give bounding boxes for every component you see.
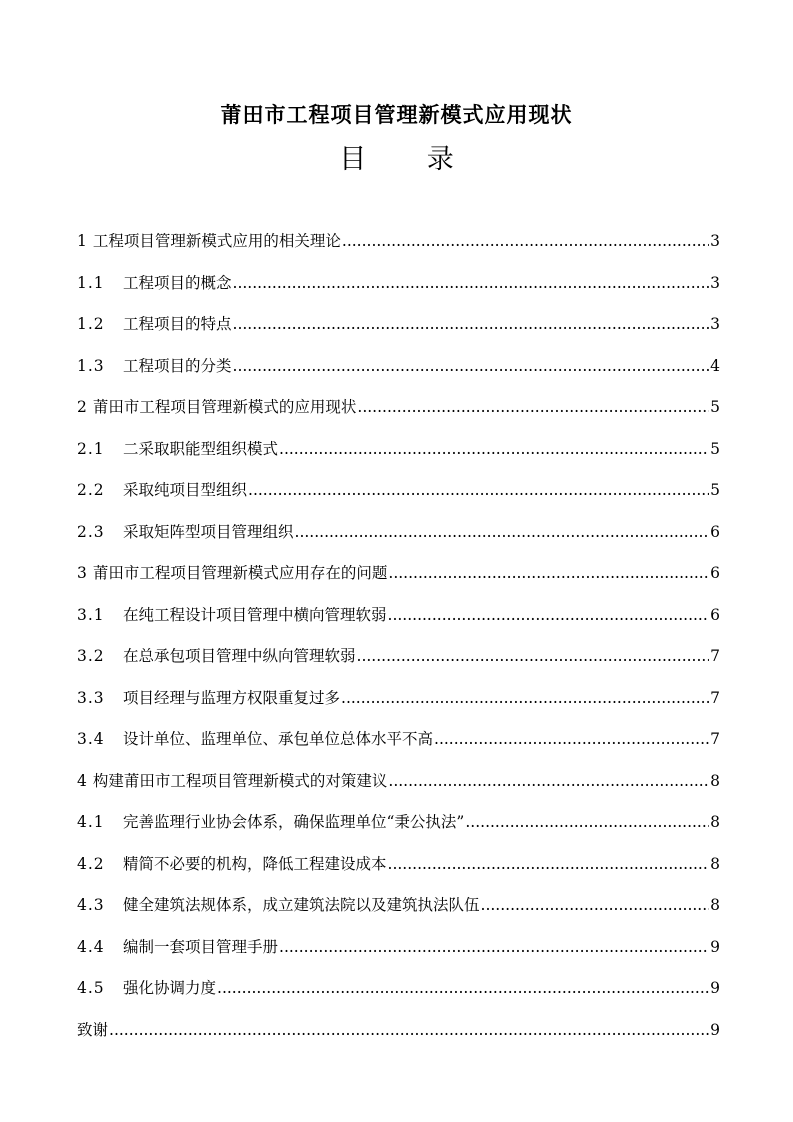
toc-entry-number: 1 [77, 232, 87, 250]
toc-entry-title: 采取矩阵型项目管理组织 [123, 522, 294, 541]
toc-entry-title: 采取纯项目型组织 [123, 481, 248, 499]
toc-entry-title: 在总承包项目管理中纵向管理软弱 [123, 647, 356, 665]
toc-heading: 目 录 [339, 144, 480, 175]
toc-entry-number: 4.3 [77, 896, 105, 914]
toc-entry-page-number: 8 [710, 813, 720, 831]
toc-entry-page-number: 9 [710, 937, 720, 956]
toc-dot-leader [465, 807, 709, 837]
toc-entry-page-number: 8 [710, 896, 720, 914]
table-of-contents [77, 226, 720, 1056]
toc-entry-number: 3.1 [77, 605, 105, 624]
toc-entry[interactable] [77, 392, 720, 434]
toc-entry-title: 二采取职能型组织模式 [123, 439, 279, 458]
toc-entry-number: 4.4 [77, 937, 105, 956]
toc-entry[interactable] [77, 600, 720, 642]
toc-entry-number: 4.2 [77, 854, 105, 873]
toc-entry-page-number: 8 [710, 854, 720, 873]
toc-entry[interactable] [77, 807, 720, 849]
toc-entry-title: 构建莆田市工程项目管理新模式的对策建议 [92, 771, 388, 790]
toc-entry[interactable] [77, 226, 720, 268]
toc-dot-leader [248, 475, 709, 505]
toc-entry-number: 4 [77, 771, 87, 790]
toc-entry-page-number: 6 [710, 522, 720, 541]
toc-dot-leader [481, 890, 710, 920]
toc-entry-title: 在纯工程设计项目管理中横向管理软弱 [123, 605, 387, 624]
toc-entry[interactable] [77, 558, 720, 600]
toc-entry-page-number: 3 [710, 232, 720, 250]
toc-entry-number: 4.1 [77, 813, 105, 831]
toc-entry-page-number: 3 [710, 273, 720, 292]
toc-dot-leader [388, 766, 709, 796]
toc-dot-leader [341, 683, 709, 713]
toc-entry-number: 2.2 [77, 481, 105, 499]
toc-entry[interactable] [77, 890, 720, 932]
toc-dot-leader [342, 226, 709, 256]
toc-entry-number: 1.2 [77, 315, 105, 333]
toc-dot-leader [279, 434, 709, 464]
toc-entry-title: 强化协调力度 [123, 979, 217, 997]
toc-entry[interactable] [77, 517, 720, 559]
toc-entry-title: 莆田市工程项目管理新模式应用存在的问题 [92, 564, 388, 582]
toc-entry-page-number: 7 [710, 730, 720, 748]
toc-entry[interactable] [77, 641, 720, 683]
toc-entry-page-number: 4 [710, 356, 720, 375]
toc-entry-title: 工程项目的特点 [123, 315, 232, 333]
toc-entry-page-number: 5 [710, 398, 720, 416]
toc-dot-leader [233, 309, 710, 339]
toc-entry-number: 3.2 [77, 647, 105, 665]
toc-entry-page-number: 6 [710, 605, 720, 624]
toc-entry[interactable] [77, 268, 720, 310]
toc-entry-title: 完善监理行业协会体系，确保监理单位“秉公执法” [123, 813, 465, 831]
toc-entry[interactable] [77, 309, 720, 351]
toc-dot-leader [388, 600, 710, 630]
toc-entry-page-number: 8 [710, 771, 720, 790]
toc-entry-page-number: 9 [710, 1020, 720, 1039]
toc-entry-title: 莆田市工程项目管理新模式的应用现状 [92, 398, 357, 416]
toc-entry[interactable] [77, 724, 720, 766]
toc-entry-title: 工程项目的概念 [123, 273, 232, 292]
toc-dot-leader [357, 641, 710, 671]
toc-entry-number: 4.5 [77, 979, 105, 997]
toc-dot-leader [357, 392, 709, 422]
toc-entry[interactable] [77, 1015, 720, 1057]
toc-entry-page-number: 3 [710, 315, 720, 333]
toc-entry[interactable] [77, 849, 720, 891]
toc-entry-number: 1.1 [77, 273, 105, 292]
toc-dot-leader [233, 351, 710, 381]
toc-entry[interactable] [77, 434, 720, 476]
toc-entry-page-number: 9 [710, 979, 720, 997]
toc-entry-title: 设计单位、监理单位、承包单位总体水平不高 [123, 730, 434, 748]
toc-entry-title: 工程项目管理新模式应用的相关理论 [92, 232, 341, 250]
toc-entry-number: 3.3 [77, 688, 105, 707]
toc-entry[interactable] [77, 973, 720, 1015]
toc-entry[interactable] [77, 932, 720, 974]
toc-entry-number: 2.3 [77, 522, 105, 541]
toc-dot-leader [434, 724, 709, 754]
toc-entry[interactable] [77, 351, 720, 393]
toc-dot-leader [217, 973, 709, 1003]
document-title: 莆田市工程项目管理新模式应用现状 [220, 102, 573, 127]
toc-dot-leader [233, 268, 710, 298]
toc-dot-leader [109, 1015, 709, 1045]
toc-entry[interactable] [77, 683, 720, 725]
toc-entry-title: 工程项目的分类 [123, 356, 232, 375]
toc-entry-title: 项目经理与监理方权限重复过多 [123, 688, 341, 707]
toc-dot-leader [388, 849, 710, 879]
toc-dot-leader [279, 932, 709, 962]
toc-entry-title: 健全建筑法规体系，成立建筑法院以及建筑执法队伍 [123, 896, 480, 914]
toc-entry-number: 2.1 [77, 439, 105, 458]
toc-entry-number: 2 [77, 398, 87, 416]
toc-entry-page-number: 5 [710, 481, 720, 499]
toc-entry-title: 精简不必要的机构，降低工程建设成本 [123, 854, 387, 873]
toc-entry-number: 3.4 [77, 730, 105, 748]
toc-entry[interactable] [77, 475, 720, 517]
toc-entry[interactable] [77, 766, 720, 808]
toc-entry-page-number: 5 [710, 439, 720, 458]
toc-entry-number: 3 [77, 564, 87, 582]
toc-entry-title: 编制一套项目管理手册 [123, 937, 279, 956]
toc-dot-leader [295, 517, 710, 547]
toc-entry-number: 1.3 [77, 356, 105, 375]
toc-dot-leader [388, 558, 709, 588]
toc-entry-page-number: 7 [710, 647, 720, 665]
toc-entry-page-number: 6 [710, 564, 720, 582]
toc-entry-page-number: 7 [710, 688, 720, 707]
toc-entry-title: 致谢 [77, 1020, 109, 1039]
